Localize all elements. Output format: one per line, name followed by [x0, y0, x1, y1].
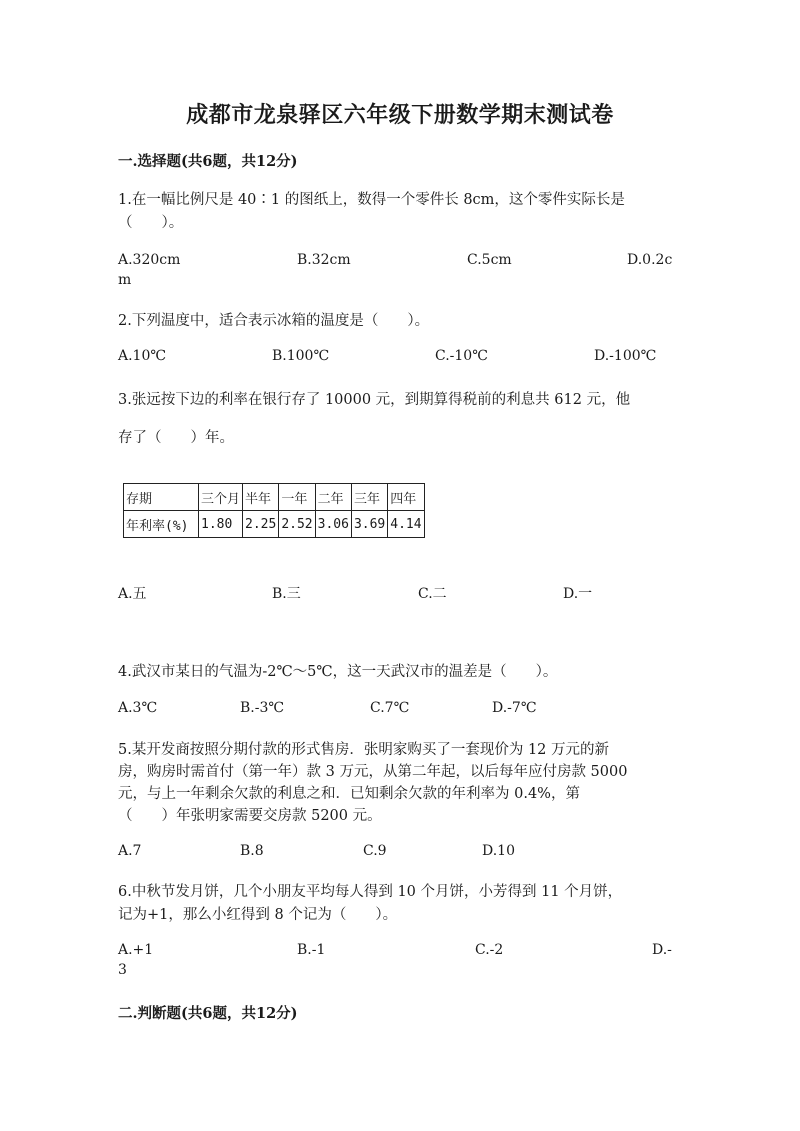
question-5-text-cont-3: （ ）年张明家需要交房款 5200 元。: [118, 808, 382, 824]
table-cell: 半年: [243, 484, 279, 511]
question-1-option-c: C.5cm: [467, 252, 512, 268]
question-1-option-a: A.320cm: [118, 252, 181, 268]
question-1-option-d-wrap: m: [118, 272, 132, 288]
question-4-option-a: A.3℃: [118, 700, 158, 716]
question-2-option-c: C.-10℃: [435, 348, 488, 364]
question-5-option-b: B.8: [240, 843, 264, 859]
question-2-option-b: B.100℃: [272, 348, 330, 364]
table-cell: 二年: [315, 484, 351, 511]
table-cell: 一年: [279, 484, 315, 511]
table-cell: 年利率(%): [124, 511, 199, 538]
question-3-option-a: A.五: [118, 586, 147, 602]
question-6-text-cont: 记为+1，那么小红得到 8 个记为（ ）。: [118, 907, 398, 923]
question-2-option-a: A.10℃: [118, 348, 167, 364]
table-cell: 4.14: [388, 511, 424, 538]
question-3-option-c: C.二: [418, 586, 447, 602]
interest-rate-table: [123, 483, 425, 538]
question-3-option-d: D.一: [563, 586, 593, 602]
table-row: [124, 511, 425, 538]
question-2-text: 2.下列温度中，适合表示冰箱的温度是（ ）。: [118, 313, 430, 329]
question-5-option-a: A.7: [118, 843, 142, 859]
question-5-text-cont-1: 房，购房时需首付（第一年）款 3 万元，从第二年起，以后每年应付房款 5000: [118, 764, 628, 780]
table-cell: 存期: [124, 484, 199, 511]
table-cell: 四年: [388, 484, 424, 511]
question-5-option-c: C.9: [363, 843, 387, 859]
question-3-text: 3.张远按下边的利率在银行存了 10000 元，到期算得税前的利息共 612 元，他: [118, 392, 631, 408]
question-3-option-b: B.三: [272, 586, 301, 602]
table-cell: 3.69: [351, 511, 387, 538]
question-1-text: 1.在一幅比例尺是 40∶1 的图纸上，数得一个零件长 8cm，这个零件实际长是: [118, 192, 625, 208]
table-cell: 1.80: [199, 511, 243, 538]
table-cell: 3.06: [315, 511, 351, 538]
question-4-option-c: C.7℃: [370, 700, 410, 716]
question-2-option-d: D.-100℃: [594, 348, 657, 364]
question-5-option-d: D.10: [482, 843, 515, 859]
section-heading-judgment: 二.判断题(共6题，共12分): [118, 1005, 298, 1022]
question-1-option-d: D.0.2c: [627, 252, 673, 268]
question-4-text: 4.武汉市某日的气温为-2℃～5℃，这一天武汉市的温差是（ ）。: [118, 664, 558, 680]
question-5-text-cont-2: 元，与上一年剩余欠款的利息之和．已知剩余欠款的年利率为 0.4%，第: [118, 786, 580, 802]
question-4-option-b: B.-3℃: [240, 700, 285, 716]
question-6-text: 6.中秋节发月饼，几个小朋友平均每人得到 10 个月饼，小芳得到 11 个月饼，: [118, 884, 623, 900]
question-3-text-cont: 存了（ ）年。: [118, 430, 234, 446]
question-1-option-b: B.32cm: [297, 252, 351, 268]
question-4-option-d: D.-7℃: [492, 700, 537, 716]
question-1-text-cont: （ ）。: [118, 215, 184, 231]
table-cell: 2.52: [279, 511, 315, 538]
question-5-text: 5.某开发商按照分期付款的形式售房．张明家购买了一套现价为 12 万元的新: [118, 742, 610, 758]
table-cell: 三个月: [199, 484, 243, 511]
question-6-option-d: D.-: [652, 942, 672, 958]
question-6-option-d-wrap: 3: [118, 962, 127, 978]
question-6-option-c: C.-2: [475, 942, 504, 958]
table-cell: 2.25: [243, 511, 279, 538]
page-title: 成都市龙泉驿区六年级下册数学期末测试卷: [186, 102, 614, 128]
section-heading-choice: 一.选择题(共6题，共12分): [118, 153, 298, 170]
question-6-option-a: A.+1: [118, 942, 154, 958]
table-cell: 三年: [351, 484, 387, 511]
table-row: [124, 484, 425, 511]
question-6-option-b: B.-1: [297, 942, 326, 958]
